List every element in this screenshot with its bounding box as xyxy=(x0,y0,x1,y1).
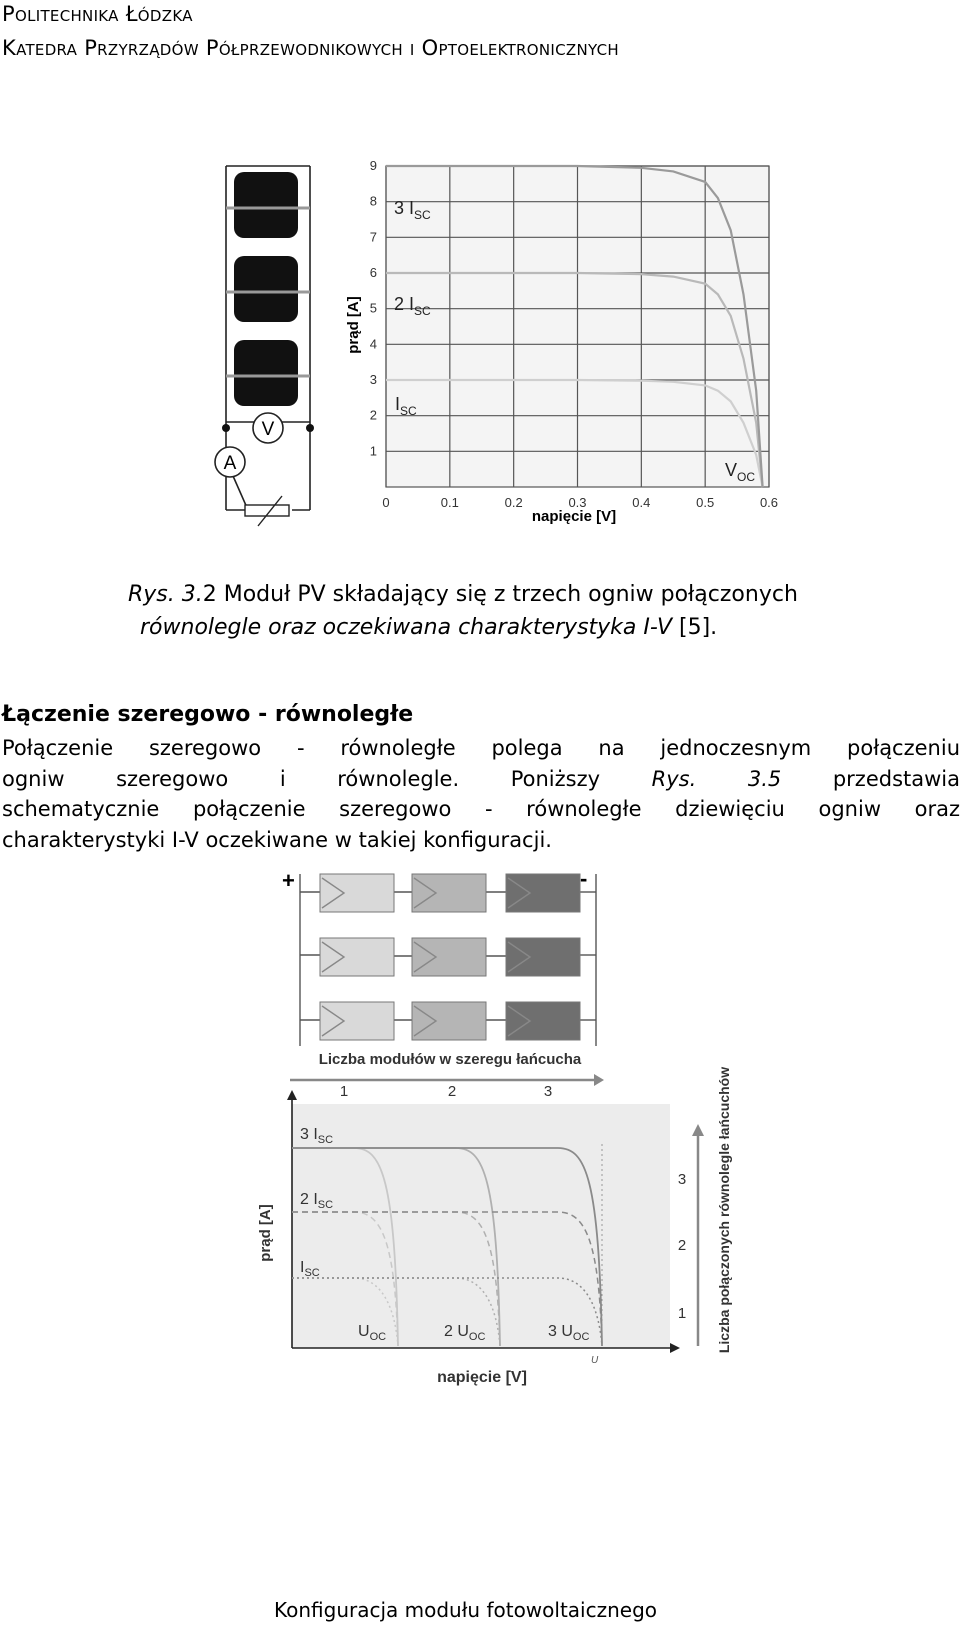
chart2-ylabel: prąd [A] xyxy=(257,1204,274,1262)
solar-cell-2 xyxy=(234,256,298,322)
pv-module xyxy=(412,874,486,912)
figure-series-parallel xyxy=(250,868,770,1448)
header-institution xyxy=(2,2,193,26)
chart1-y-tick: 3 xyxy=(369,372,377,387)
iv-family-chart xyxy=(287,1090,680,1353)
module-array xyxy=(320,874,580,1040)
chart1-x-tick: 0.2 xyxy=(504,495,523,510)
chart2-voc-label-1: $U_{OC}$ xyxy=(358,1323,387,1343)
chart1-y-tick: 4 xyxy=(369,336,377,352)
chart2-u-mark: U xyxy=(591,1355,599,1366)
series-tick-2: 2 xyxy=(447,1083,457,1100)
caption1-figure-ref: Rys. 3. xyxy=(128,582,203,607)
chart1-ylabel: prąd [A] xyxy=(345,296,362,354)
chart1-y-tick: 6 xyxy=(369,265,377,280)
paragraph-line-2 xyxy=(2,764,960,795)
ammeter-label: A xyxy=(223,453,237,474)
chart1-xlabel: napięcie [V] xyxy=(531,508,617,525)
chart1-y-tick: 5 xyxy=(369,300,377,316)
solar-cells xyxy=(226,172,310,406)
department-name: Katedra Przyrządów Półprzewodnikowych i Optoelektronicznych xyxy=(2,36,619,60)
chart1-y-tick: 7 xyxy=(369,229,377,245)
figure-reference: Rys. 3.5 xyxy=(651,766,782,791)
chart1-annotation-1: 3 $I_{SC}$ xyxy=(394,198,431,222)
chart2-curve-label-2: 2 $I_{SC}$ xyxy=(300,1191,334,1211)
plus-terminal: + xyxy=(282,868,295,893)
parallel-tick-1: 1 xyxy=(677,1305,687,1322)
chart2-voc-label-3: 3 $U_{OC}$ xyxy=(548,1323,590,1343)
paragraph-line-3: schematycznie połączenie szeregowo - równoległe dziewięciu ogniw oraz xyxy=(2,797,960,821)
figure-pv-module-iv xyxy=(200,160,840,550)
caption1-text2: równolegle oraz oczekiwana charakterystyka xyxy=(140,615,644,640)
node-left xyxy=(222,424,230,432)
iv-chart xyxy=(370,160,778,510)
chart1-annotation-2: 2 $I_{SC}$ xyxy=(394,294,431,318)
chart1-annotation-3: $I_{SC}$ xyxy=(395,394,417,418)
paragraph-line-2-end: przedstawia xyxy=(781,766,960,791)
section-heading: Łączenie szeregowo - równoległe xyxy=(2,702,414,727)
paragraph-line-4: charakterystyki I-V oczekiwane w takiej konfiguracji. xyxy=(2,827,552,852)
parallel-arrow-head xyxy=(692,1124,704,1136)
pv-module xyxy=(412,938,486,976)
series-tick-3: 3 xyxy=(543,1083,553,1100)
pv-module xyxy=(320,874,394,912)
caption1-iv: I-V xyxy=(643,615,672,640)
voltmeter-label: V xyxy=(261,419,275,440)
parallel-tick-2: 2 xyxy=(677,1237,687,1254)
solar-cell-1 xyxy=(234,172,298,238)
solar-cell-3 xyxy=(234,340,298,406)
section-paragraph xyxy=(2,733,960,855)
pv-module xyxy=(412,1002,486,1040)
pv-module xyxy=(506,1002,580,1040)
pv-module xyxy=(506,938,580,976)
caption1-line1 xyxy=(128,578,928,611)
chart2-voc-label-2: 2 $U_{OC}$ xyxy=(444,1323,486,1343)
series-count-label: Liczba modułów w szeregu łańcucha xyxy=(318,1051,582,1068)
pv-module xyxy=(320,938,394,976)
chart2-xlabel: napięcie [V] xyxy=(437,1369,527,1386)
chart1-y-tick: 8 xyxy=(369,193,377,209)
chart2-curve-label-1: 3 $I_{SC}$ xyxy=(300,1126,334,1146)
caption1-citation: [5]. xyxy=(672,615,718,640)
chart1-x-tick: 0.4 xyxy=(632,495,651,510)
header-department xyxy=(2,36,619,60)
chart1-x-tick: 0.5 xyxy=(696,495,715,510)
node-right xyxy=(306,424,314,432)
institution-name: Politechnika Łódzka xyxy=(2,2,193,26)
chart1-y-tick: 9 xyxy=(369,160,377,173)
caption1-text: 2 Moduł PV składający się z trzech ogniw połączonych xyxy=(202,582,798,607)
series-tick-1: 1 xyxy=(339,1083,349,1100)
chart1-x-tick: 0.3 xyxy=(568,495,587,510)
parallel-count-label: Liczba połączonych równolegle łańcuchów xyxy=(716,1066,732,1354)
chart1-annotation-4: $V_{OC}$ xyxy=(725,460,756,484)
paragraph-line-1: Połączenie szeregowo - równoległe polega na jednoczesnym połączeniu xyxy=(2,736,960,760)
parallel-tick-3: 3 xyxy=(677,1171,687,1188)
pv-module xyxy=(506,874,580,912)
series-arrow-head xyxy=(594,1074,604,1086)
chart1-y-tick: 2 xyxy=(369,407,377,423)
minus-terminal: - xyxy=(580,868,588,891)
chart1-y-tick: 1 xyxy=(369,443,377,459)
figure1-caption xyxy=(128,578,928,644)
caption1-line2 xyxy=(128,611,928,644)
paragraph-line-2-text: ogniw szeregowo i równolegle. Poniższy xyxy=(2,766,652,791)
page-footer: Konfiguracja modułu fotowoltaicznego xyxy=(274,1598,658,1622)
pv-module xyxy=(320,1002,394,1040)
chart1-x-tick: 0 xyxy=(382,495,390,510)
chart1-x-tick: 0.6 xyxy=(759,495,779,510)
chart2-curve-label-3: $I_{SC}$ xyxy=(300,1259,320,1279)
chart1-x-tick: 0.1 xyxy=(440,495,459,510)
